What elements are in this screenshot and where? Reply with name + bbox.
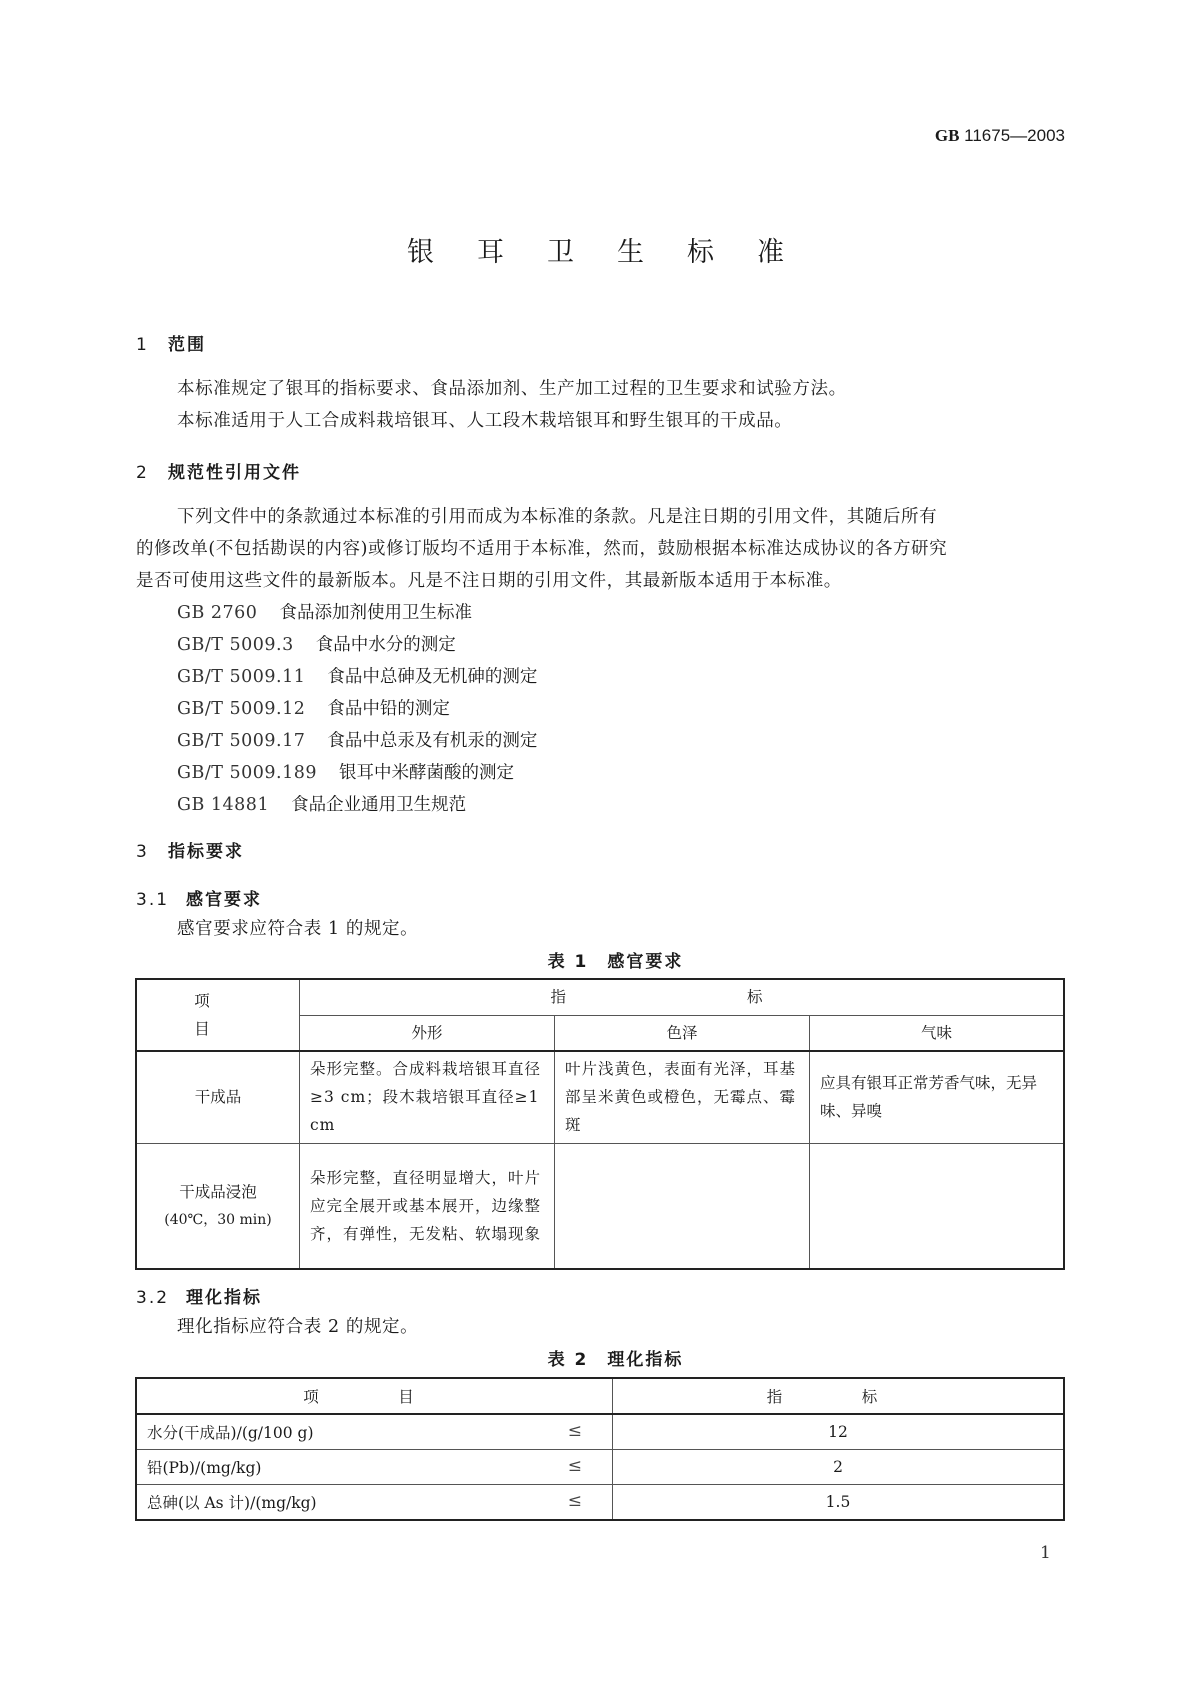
row-value: 2 bbox=[613, 1450, 1065, 1485]
physicochemical-table bbox=[135, 1377, 1065, 1521]
reference-item bbox=[177, 599, 472, 624]
section-number: 3.2 bbox=[136, 1288, 170, 1308]
section-number: 1 bbox=[136, 335, 149, 355]
standard-number: 11675—2003 bbox=[964, 126, 1065, 145]
normative-paragraph-line-2: 的修改单(不包括勘误的内容)或修订版均不适用于本标准，然而，鼓励根据本标准达成协议的各方研究 bbox=[136, 539, 948, 559]
column-header: 气味 bbox=[810, 1015, 1065, 1051]
section-3-heading bbox=[136, 837, 244, 862]
less-equal-symbol: ≤ bbox=[567, 1421, 582, 1441]
row-item-label: 总砷(以 As 计)/(mg/kg) bbox=[147, 1494, 317, 1512]
row-value: 12 bbox=[613, 1414, 1065, 1450]
section-3-1-heading bbox=[136, 885, 262, 910]
reference-item bbox=[177, 727, 537, 752]
table-row bbox=[136, 1051, 1064, 1143]
reference-item bbox=[177, 759, 514, 784]
reference-title: 食品中总汞及有机汞的测定 bbox=[327, 731, 538, 751]
reference-title: 食品企业通用卫生规范 bbox=[291, 795, 467, 815]
less-equal-symbol: ≤ bbox=[567, 1456, 582, 1476]
section-2-heading bbox=[136, 458, 301, 483]
row-item bbox=[136, 1414, 613, 1450]
table-header-item: 项 目 bbox=[136, 1378, 613, 1414]
row-item-label: 干成品浸泡 bbox=[179, 1182, 257, 1201]
cell-odor: 应具有银耳正常芳香气味，无异味、异嗅 bbox=[810, 1051, 1065, 1143]
reference-item bbox=[177, 663, 537, 688]
row-item: 干成品 bbox=[136, 1051, 300, 1143]
section-number: 3 bbox=[136, 842, 149, 862]
standard-code bbox=[935, 126, 1065, 146]
section-title: 规范性引用文件 bbox=[168, 463, 301, 483]
standard-prefix: GB bbox=[934, 126, 960, 145]
table-header-value: 指 标 bbox=[613, 1378, 1065, 1414]
reference-code: GB/T 5009.3 bbox=[177, 635, 294, 655]
section-number: 2 bbox=[136, 463, 149, 483]
section-title: 理化指标 bbox=[186, 1288, 262, 1308]
reference-code: GB/T 5009.12 bbox=[177, 699, 306, 719]
cell-color bbox=[555, 1143, 810, 1269]
table-header-group: 指 标 bbox=[300, 979, 1065, 1015]
sensory-paragraph: 感官要求应符合表 1 的规定。 bbox=[177, 919, 419, 939]
less-equal-symbol: ≤ bbox=[567, 1491, 582, 1511]
reference-title: 银耳中米酵菌酸的测定 bbox=[338, 763, 514, 783]
scope-paragraph-2: 本标准适用于人工合成料栽培银耳、人工段木栽培银耳和野生银耳的干成品。 bbox=[177, 411, 793, 431]
table-header-item: 项 目 bbox=[136, 979, 300, 1051]
cell-appearance: 朵形完整，直径明显增大，叶片应完全展开或基本展开，边缘整齐，有弹性，无发粘、软塌现象 bbox=[300, 1143, 555, 1269]
table-row bbox=[136, 1485, 1064, 1521]
table-1-caption: 表 1 感官要求 bbox=[547, 952, 684, 972]
column-header: 色泽 bbox=[555, 1015, 810, 1051]
reference-code: GB/T 5009.11 bbox=[177, 667, 306, 687]
document-title: 银耳卫生标准 bbox=[407, 237, 827, 268]
row-item bbox=[136, 1485, 613, 1521]
section-1-heading bbox=[136, 330, 206, 355]
sensory-requirements-table bbox=[135, 978, 1065, 1270]
reference-code: GB 14881 bbox=[177, 795, 270, 815]
section-title: 感官要求 bbox=[186, 890, 262, 910]
section-title: 范围 bbox=[168, 335, 206, 355]
reference-code: GB/T 5009.189 bbox=[177, 763, 317, 783]
reference-title: 食品中总砷及无机砷的测定 bbox=[327, 667, 538, 687]
normative-paragraph-line-3: 是否可使用这些文件的最新版本。凡是不注日期的引用文件，其最新版本适用于本标准。 bbox=[136, 571, 842, 591]
reference-title: 食品中水分的测定 bbox=[315, 635, 456, 655]
row-item bbox=[136, 1450, 613, 1485]
table-row bbox=[136, 1414, 1064, 1450]
row-value: 1.5 bbox=[613, 1485, 1065, 1521]
section-title: 指标要求 bbox=[168, 842, 244, 862]
table-row bbox=[136, 1143, 1064, 1269]
scope-paragraph-1: 本标准规定了银耳的指标要求、食品添加剂、生产加工过程的卫生要求和试验方法。 bbox=[177, 379, 847, 399]
row-item bbox=[136, 1143, 300, 1269]
table-2-caption: 表 2 理化指标 bbox=[547, 1350, 684, 1370]
reference-code: GB/T 5009.17 bbox=[177, 731, 306, 751]
column-header: 外形 bbox=[300, 1015, 555, 1051]
reference-title: 食品中铅的测定 bbox=[327, 699, 450, 719]
section-number: 3.1 bbox=[136, 890, 170, 910]
reference-title: 食品添加剂使用卫生标准 bbox=[279, 603, 472, 623]
page-number: 1 bbox=[1040, 1543, 1051, 1563]
cell-color: 叶片浅黄色，表面有光泽，耳基部呈米黄色或橙色，无霉点、霉斑 bbox=[555, 1051, 810, 1143]
reference-item bbox=[177, 695, 450, 720]
row-item-label: 水分(干成品)/(g/100 g) bbox=[147, 1424, 314, 1442]
cell-odor bbox=[810, 1143, 1065, 1269]
physicochemical-paragraph: 理化指标应符合表 2 的规定。 bbox=[177, 1317, 419, 1337]
reference-item bbox=[177, 631, 456, 656]
cell-appearance: 朵形完整。合成料栽培银耳直径≥3 cm；段木栽培银耳直径≥1 cm bbox=[300, 1051, 555, 1143]
normative-paragraph-line-1: 下列文件中的条款通过本标准的引用而成为本标准的条款。凡是注日期的引用文件，其随后所有 bbox=[177, 507, 938, 527]
row-item-note: (40℃，30 min) bbox=[164, 1211, 272, 1228]
table-row bbox=[136, 1450, 1064, 1485]
section-3-2-heading bbox=[136, 1283, 262, 1308]
reference-code: GB 2760 bbox=[177, 603, 258, 623]
row-item-label: 铅(Pb)/(mg/kg) bbox=[147, 1459, 262, 1477]
reference-item bbox=[177, 791, 466, 816]
